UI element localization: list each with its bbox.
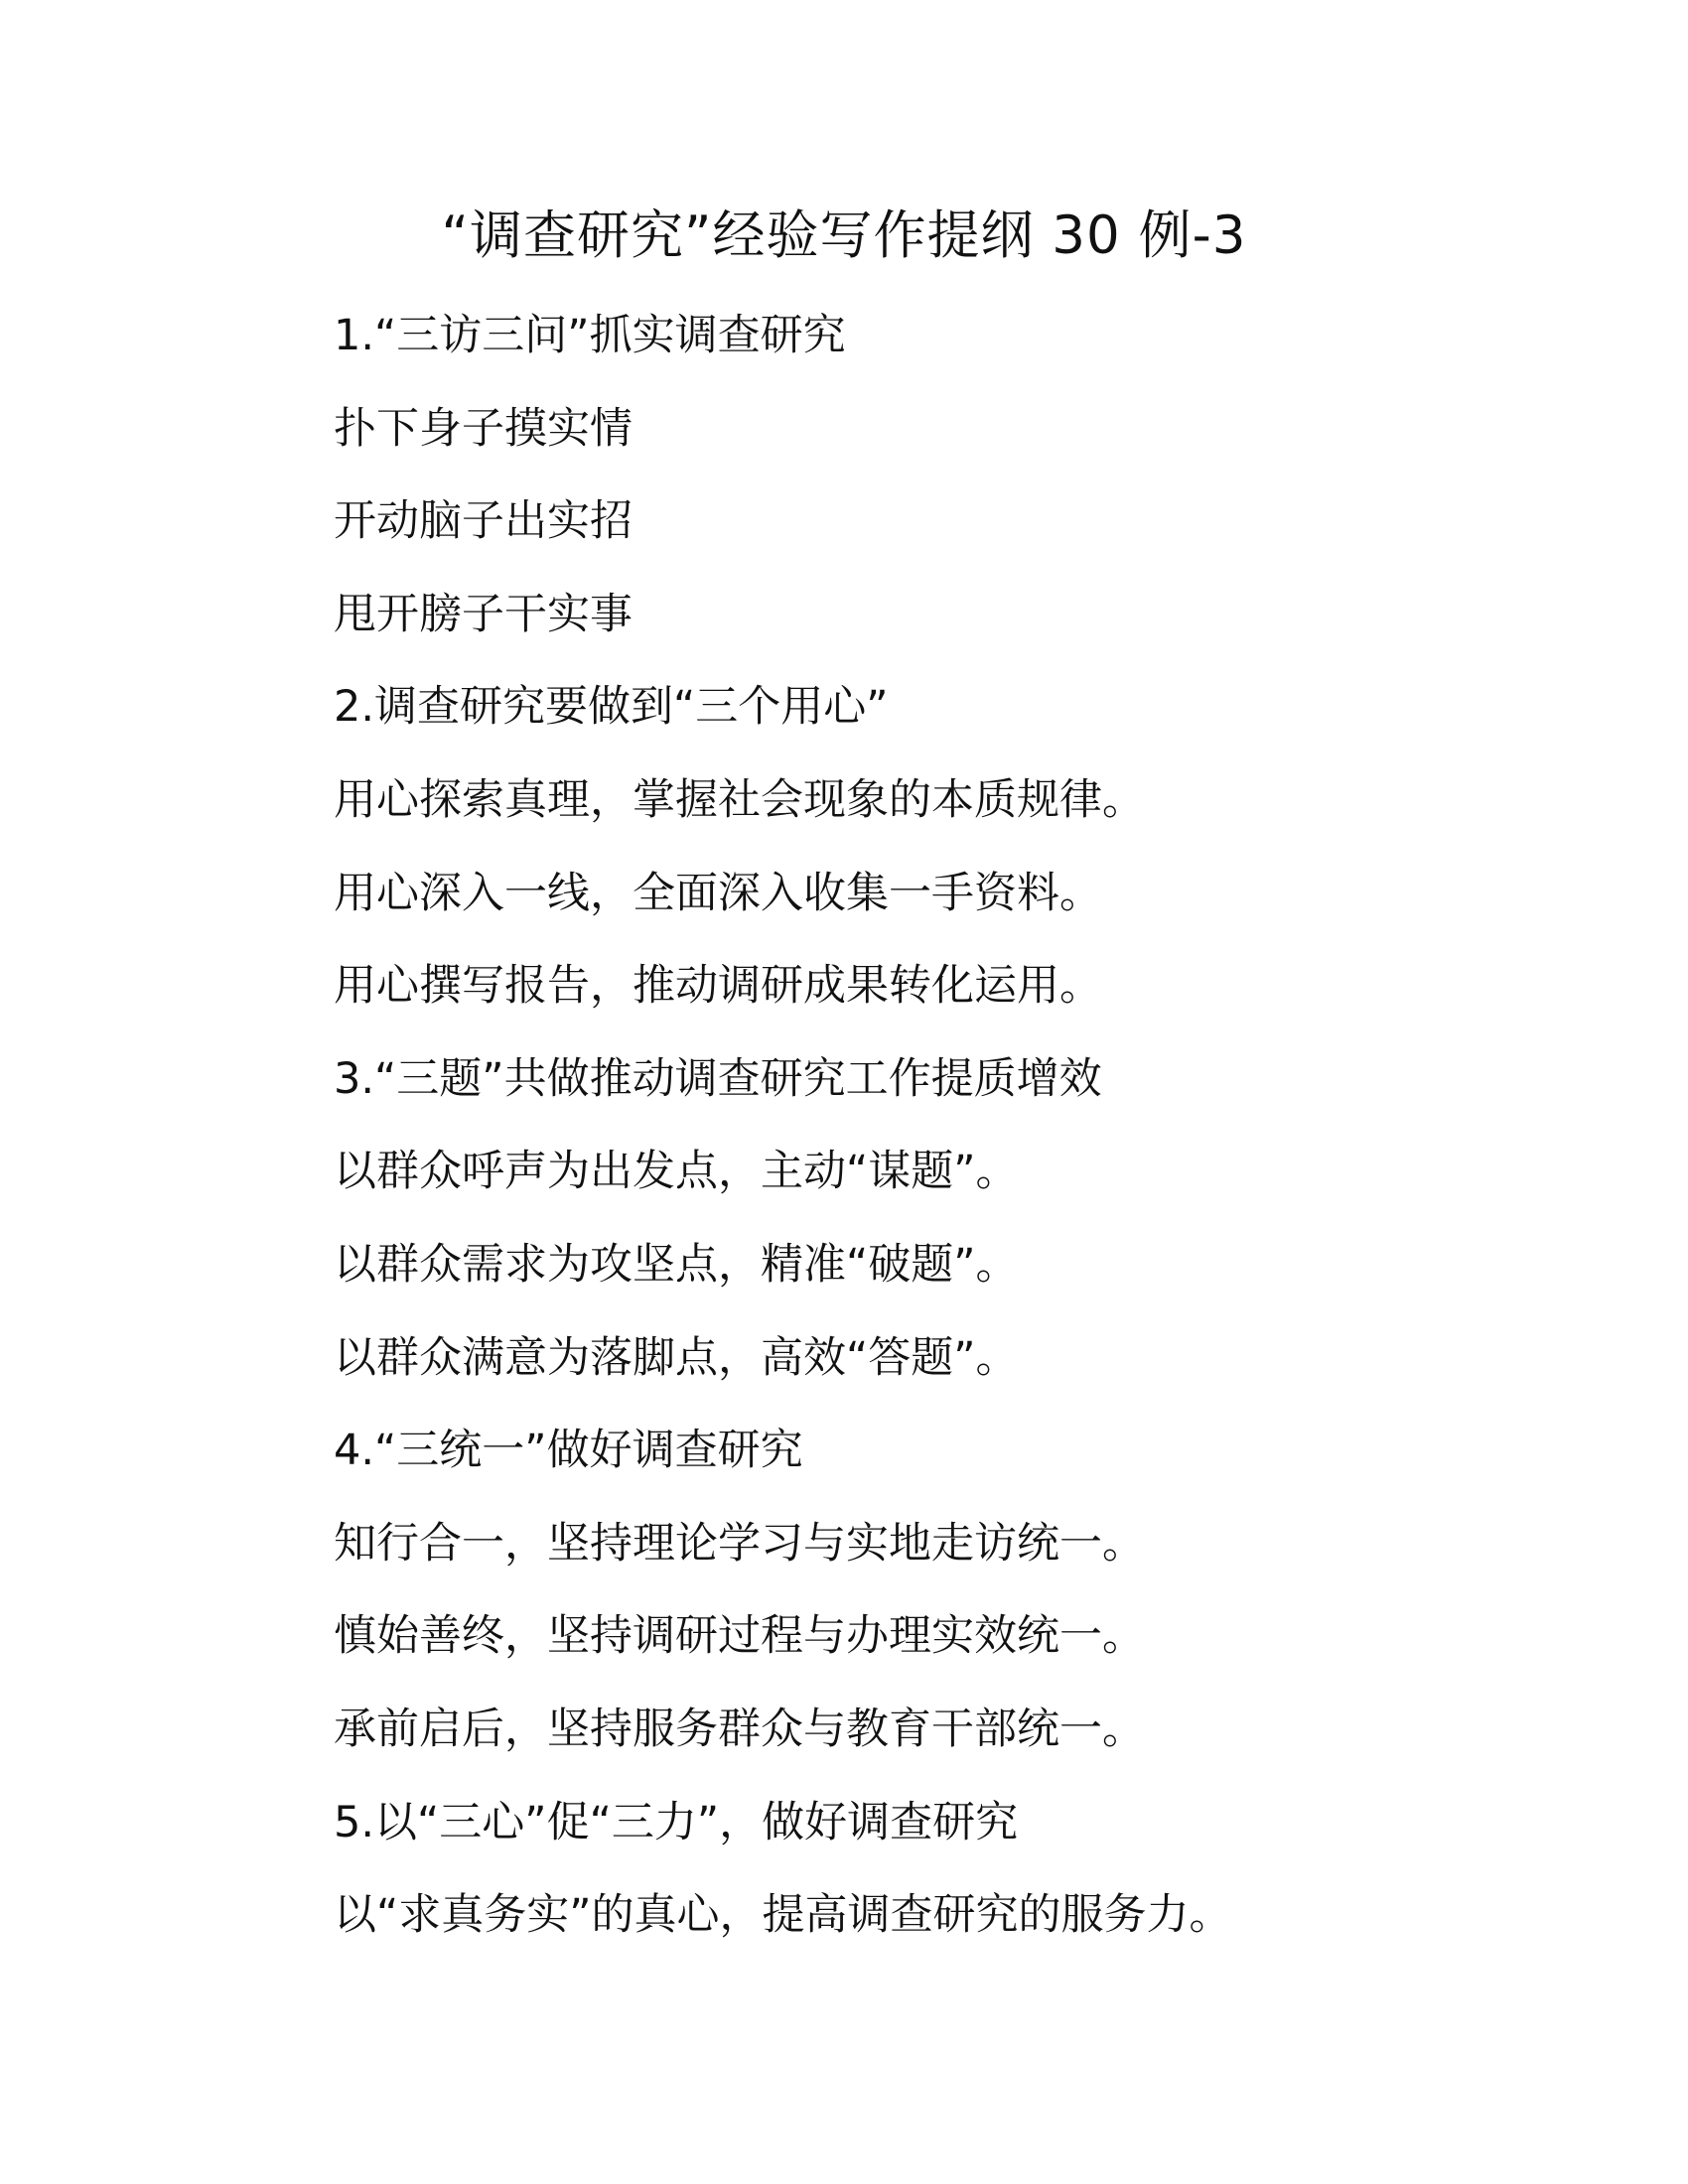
body-line: 4.“三统一”做好调查研究: [334, 1426, 803, 1476]
body-line: 2.调查研究要做到“三个用心”: [334, 682, 889, 733]
body-line: 扑下身子摸实情: [334, 403, 633, 454]
body-line: 5.以“三心”促“三力”，做好调查研究: [334, 1797, 1019, 1847]
body-line: 1.“三访三问”抓实调查研究: [334, 311, 846, 360]
body-line: 知行合一，坚持理论学习与实地走访统一。: [334, 1518, 1145, 1569]
body-line: 以群众呼声为出发点，主动“谋题”。: [334, 1147, 1019, 1197]
body-line: 承前启后，坚持服务群众与教育干部统一。: [334, 1704, 1145, 1754]
body-line: 甩开膀子干实事: [334, 589, 633, 639]
document-body: [334, 303, 1232, 1976]
body-line: 开动脑子出实招: [334, 496, 633, 547]
body-line: 用心撰写报告，推动调研成果转化运用。: [334, 961, 1102, 1012]
body-line: 以“求真务实”的真心，提高调查研究的服务力。: [334, 1890, 1232, 1941]
body-line: 以群众需求为攻坚点，精准“破题”。: [334, 1239, 1019, 1290]
body-line: 3.“三题”共做推动调查研究工作提质增效: [334, 1053, 1102, 1104]
body-line: 用心探索真理，掌握社会现象的本质规律。: [334, 774, 1145, 825]
body-line: 慎始善终，坚持调研过程与办理实效统一。: [334, 1611, 1145, 1662]
document-title: “调查研究”经验写作提纲 30 例-3: [441, 205, 1247, 266]
body-line: 以群众满意为落脚点，高效“答题”。: [334, 1332, 1019, 1383]
body-line: 用心深入一线，全面深入收集一手资料。: [334, 868, 1102, 918]
